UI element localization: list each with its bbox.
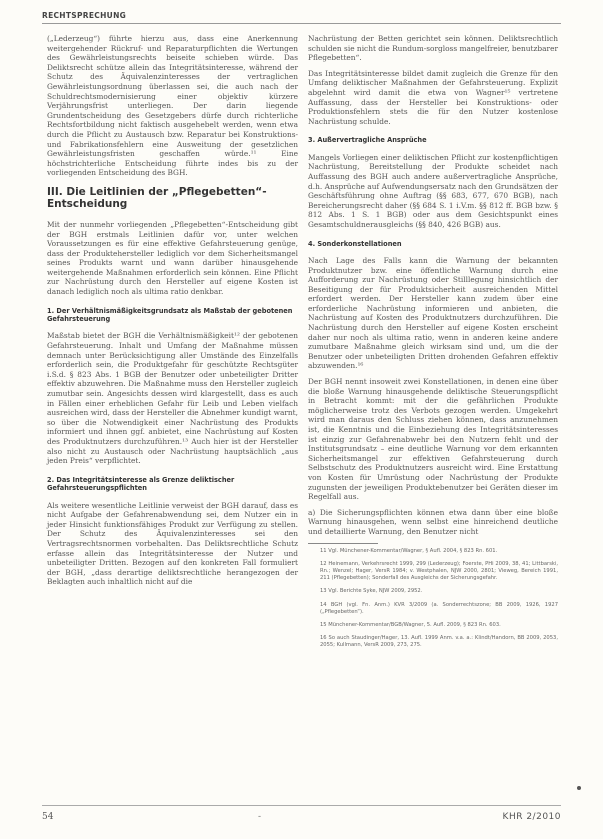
footnote-11: 11 Vgl. Münchener-Kommentar/Wagner, § Aufl. 2004, § 823 Rn. 601. [320, 547, 498, 554]
margin-bullet-icon [577, 786, 581, 790]
right-paragraph-1: Nachrüstung der Betten gerichtet sein können. Deliktsrechtlich schulden sie nicht die Rundum-sorgloss mangelfreier, benutzbarer Pflegebetten“. [308, 34, 558, 63]
left-paragraph-1: („Lederzeug“) führte hierzu aus, dass eine Anerkennung weitergehender Rückruf- und Reparaturpflichten die Wertungen des Gewährleistungsrechts beiseite schieben würde. Das Deliktsrecht schütze allein das Integritätsinteresse, während der Schutz des Äquivalenzinteresses der vertraglichen Gewährleistungsordnung überlassen sei, die auch nach der Schuldrechtsmodernisierung einer objektiv kürzere Verjährungsfrist unterliegen. Der darin liegende Grundentscheidung des Gesetzgebers dürfe durch richterliche Rechtsfortbildung nicht faktisch ausgehebelt werden, wenn etwa durch die Pflicht zu Austausch bzw. Reparatur bei Konstruktions- und Fabrikationsfehlern eine Ausweitung der gesetzlichen Gewährleistungsfristen geschaffen würde.¹¹ Eine höchstrichterliche Entscheidung führte indes bis zu der vorliegenden Entscheidung des BGH. [47, 34, 298, 178]
right-column [308, 34, 558, 656]
journal-issue: KHR 2/2010 [502, 812, 561, 822]
left-paragraph-3: Maßstab bietet der BGH die Verhältnismäßigkeit¹² der gebotenen Gefahrsteuerung. Inhalt und Umfang der Maßnahme müssen demnach unter Berücksichtigung aller Umstände des Einzelfalls erforderlich sein, die Produktgefahr für geschützte Rechtsgüter i.S.d. § 823 Abs. 1 BGB der Benutzer oder unbeteiligter Dritter effektiv abzuwehren. Die Maßnahme muss den Hersteller zugleich zumutbar sein. Angesichts dessen wird klargestellt, dass es auch in Fällen einer erheblichen Gefahr für Leib und Leben vielfach ausreichen wird, dass der Hersteller die Abnehmer kundigt warnt, so über die Notwendigkeit einer Nachrüstung des Produkts informiert und ihnen ggf. anbietet, eine Nachrüstung auf Kosten des Produktnutzers durchzuführen.¹³ Auch hier ist der Hersteller also nicht zu Austausch oder Nachrüstung hauptsächlich „aus jeden Preis“ verpflichtet. [47, 331, 298, 466]
running-header: RECHTSPRECHUNG [42, 11, 127, 20]
left-paragraph-4: Als weitere wesentliche Leitlinie verweist der BGH darauf, dass es nicht Aufgabe der Gefahrenabwendung sei, dem Nutzer ein in jeder Hinsicht funktionsfähiges Produkt zur Verfügung zu stellen. Der Schutz des Äquivalenzinteresses sei den Vertragsrechtsnormen vorbehalten. Das Deliktsrechtliche Schutz erfasse allein das Integritätsinteresse der Nutzer und unbeteiligter Dritten. Bezogen auf den konkreten Fall formuliert der BGH, „dass derartige deliktsrechtliche herangezogen der Beklagten auch inhaltlich nicht auf die [47, 500, 298, 587]
footnote-15: 15 Münchener-Kommentar/BGB/Wagner, 5. Aufl. 2009, § 823 Rn. 603. [320, 621, 501, 628]
left-paragraph-2: Mit der nunmehr vorliegenden „Pflegebetten“-Entscheidung gibt der BGH erstmals Leitlinien dafür vor, unter welchen Voraussetzungen es für eine effektive Gefahrsteuerung genüge, dass der Produktehersteller lediglich vor dem Sicherheitsmangel seines Produkts warnt und wann darüber hinausgehende weitergehende Maßnahmen erforderlich sein können. Eine Pflicht zur Nachrüstung durch den Hersteller auf eigene Kosten ist danach lediglich noch als ultima ratio denkbar. [47, 219, 298, 297]
footnote-rule [308, 543, 378, 544]
right-paragraph-3: Mangels Vorliegen einer deliktischen Pflicht zur kostenpflichtigen Nachrüstung, Bereitstellung der Produkte scheidet nach Auffassung des BGH auch andere außervertragliche Ansprüche, d.h. Ansprüche auf Aufwendungsersatz nach den Grundsätzen der Geschäftsführung ohne Auftrag (§§ 683, 677, 670 BGB), nach Bereicherungsrecht daher (§§ 684 S. 1 i.V.m. §§ 812 ff. BGB bzw. § 812 Abs. 1 S. 1 BGB) oder aus dem Gesichtspunkt eines Gesamtschuldnerausgleichs (§§ 840, 426 BGB) aus. [308, 152, 558, 229]
footnote-16: 16 So auch Staudinger/Hager, 13. Aufl. 1999 Anm. v.a. a.: Klindt/Handorn, BB 2009, 2053, 2055; Kullmann, VersR 2009, 273, 275. [320, 635, 558, 649]
page-number: 54 [42, 812, 54, 822]
subheading-4: 4. Sonderkonstellationen [308, 239, 402, 248]
subheading-1: 1. Der Verhältnismäßigkeitsgrundsatz als Maßstab der gebotenen Gefahrsteuerung [47, 306, 293, 324]
right-paragraph-4: Nach Lage des Falls kann die Warnung der bekannten Produktnutzer bzw. eine öffentliche Warnung durch eine Aufforderung zur Nachrüstung oder Stilllegung hinsichtlich der Beseitigung der für Produktsicherheit ausreichenden Mittel erfordert werden. Der Hersteller kann zudem über eine erforderliche Nachrüstung informieren und anbieten, die Nachrüstung auf Kosten des Produktnutzers durchzuführen. Die Nachrüstung durch den Hersteller auf eigene Kosten erscheint daher nur noch als ultima ratio, wenn in anderen keine andere zumutbare Maßnahme gleich wirksam sind und, um die der Benutzer oder unbeteiligten Dritten drohenden Gefahren effektiv abzuwenden.¹⁶ [308, 255, 558, 371]
footer-dash: - [258, 812, 262, 822]
left-column [47, 34, 298, 593]
right-paragraph-6: a) Die Sicherungspflichten können etwa dann über eine bloße Warnung hinausgehen, wenn selbst eine hinreichend deutliche und detaillierte Warnung, den Benutzer nicht [308, 507, 558, 536]
footnote-14: 14 BGH (vgl. Fn. Anm.) KVR 3/2009 (a. Sonderrechtszone; BB 2009, 1926, 1927 („Pflegebetten“). [320, 601, 558, 615]
footnote-13: 13 Vgl. Berichte Syke, NJW 2009, 2952. [320, 588, 423, 595]
subheading-3: 3. Außervertragliche Ansprüche [308, 136, 427, 145]
footnote-12: 12 Heinemann, Verkehrsrecht 1999, 299 (Lederzeug); Foerste, PHi 2009, 38, 41; Littbarski, Rn.; Wenzel; Hager, VersR 1984; v. Westphalen, NJW 2000, 2801; Vieweg, Bereich 1991, 211 (Pflegebetten); Sonderfall des Ausgleichs der Sicherungsgefahr. [320, 560, 558, 582]
subheading-2: 2. Das Integritätsinteresse als Grenze deliktischer Gefahrsteuerungspflichten [47, 475, 235, 493]
section-heading-iii: III. Die Leitlinien der „Pflegebetten“-Entscheidung [47, 185, 267, 210]
header-rule [42, 23, 561, 24]
footer-rule [42, 805, 561, 806]
right-paragraph-2: Das Integritätsinteresse bildet damit zugleich die Grenze für den Umfang deliktischer Maßnahmen der Gefahrsteuerung. Explizit abgelehnt wird damit die etwa von Wagner¹⁵ vertretene Auffassung, dass der Hersteller bei Konstruktions- oder Produktionsfehlern stets die für den Nutzer kostenlose Nachrüstung schulde. [308, 68, 558, 126]
right-paragraph-5: Der BGH nennt insoweit zwei Konstellationen, in denen eine über die bloße Warnung hinausgehende deliktische Steuerungspflicht in Betracht kommt: mit der die gefährlichen Produkte möglicherweise trotz des Verbots gezogen werden. Umgekehrt wird man daraus den Schluss ziehen können, dass anzunehmen ist, die Kenntnis und die Einbeziehung des Integritätsinteresses ist einzig zur Gefahrenabwehr bei den Nutzern fehlt und der Institutsgrundsatz – eine deutliche Warnung vor dem erkannten Sicherheitsmangel zur effektiven Gefahrsteuerung durch Selbstschutz des Produktnutzers ausreicht wird. Eine Erstattung von Kosten für Umrüstung oder Nachrüstung der Produkte zugunsten der jeweiligen Produktebenutzer bei Geräten dieser im Regelfall aus. [308, 377, 558, 502]
